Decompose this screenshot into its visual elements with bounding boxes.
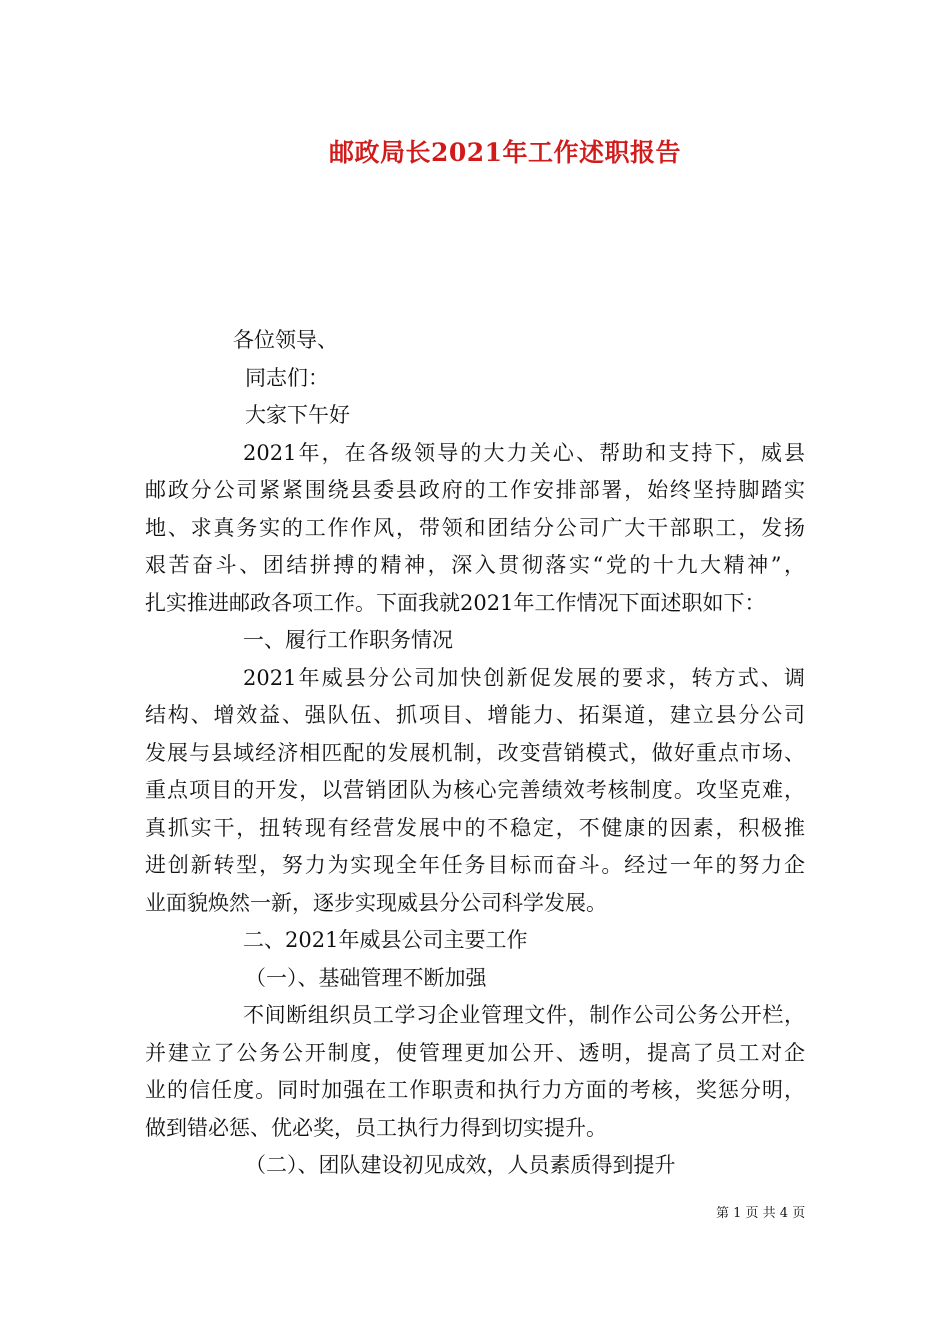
section-heading-1: 一、履行工作职务情况 [243, 628, 453, 652]
page-number: 第 1 页 共 4 页 [716, 1206, 806, 1221]
paragraph-line: 业面貌焕然一新，逐步实现威县分公司科学发展。 [145, 890, 607, 915]
paragraph-line: 结构、增效益、强队伍、抓项目、增能力、拓渠道，建立县分公司 [145, 703, 805, 727]
paragraph-line: 重点项目的开发，以营销团队为核心完善绩效考核制度。攻坚克难， [145, 778, 805, 802]
greeting-comrades: 同志们： [245, 365, 329, 390]
section-heading-2: 二、2021年威县公司主要工作 [243, 928, 528, 952]
greeting-afternoon: 大家下午好 [245, 403, 350, 427]
paragraph-duties [145, 660, 805, 923]
paragraph-line: 邮政分公司紧紧围绕县委县政府的工作安排部署，始终坚持脚踏实 [145, 478, 805, 502]
paragraph-line: 扎实推进邮政各项工作。下面我就2021年工作情况下面述职如下： [145, 590, 766, 615]
paragraph-line: 艰苦奋斗、团结拼搏的精神，深入贯彻落实“党的十九大精神”， [145, 553, 805, 577]
paragraph-line: 并建立了公务公开制度，使管理更加公开、透明，提高了员工对企 [145, 1040, 805, 1065]
subsection-heading-2: （二）、团队建设初见成效，人员素质得到提升 [245, 1153, 676, 1177]
paragraph-line: 不间断组织员工学习企业管理文件，制作公司公务公开栏， [243, 1003, 805, 1027]
paragraph-line: 2021年，在各级领导的大力关心、帮助和支持下，威县 [243, 440, 805, 465]
subsection-heading-1: （一）、基础管理不断加强 [245, 965, 487, 990]
greeting-leaders: 各位领导、 [233, 328, 338, 352]
paragraph-line: 业的信任度。同时加强在工作职责和执行力方面的考核，奖惩分明， [145, 1078, 805, 1102]
paragraph-line: 进创新转型，努力为实现全年任务目标而奋斗。经过一年的努力企 [145, 853, 805, 877]
paragraph-line: 做到错必惩、优必奖，员工执行力得到切实提升。 [145, 1115, 607, 1140]
paragraph-line: 真抓实干，扭转现有经营发展中的不稳定，不健康的因素，积极推 [145, 815, 805, 840]
paragraph-management [145, 997, 805, 1147]
document-title: 邮政局长2021年工作述职报告 [328, 138, 682, 167]
paragraph-line: 发展与县域经济相匹配的发展机制，改变营销模式，做好重点市场、 [145, 740, 805, 765]
paragraph-line: 地、求真务实的工作作风，带领和团结分公司广大干部职工，发扬 [145, 515, 805, 540]
document-body [145, 322, 805, 1185]
paragraph-line: 2021年威县分公司加快创新促发展的要求，转方式、调 [243, 665, 805, 690]
paragraph-intro [145, 435, 805, 623]
